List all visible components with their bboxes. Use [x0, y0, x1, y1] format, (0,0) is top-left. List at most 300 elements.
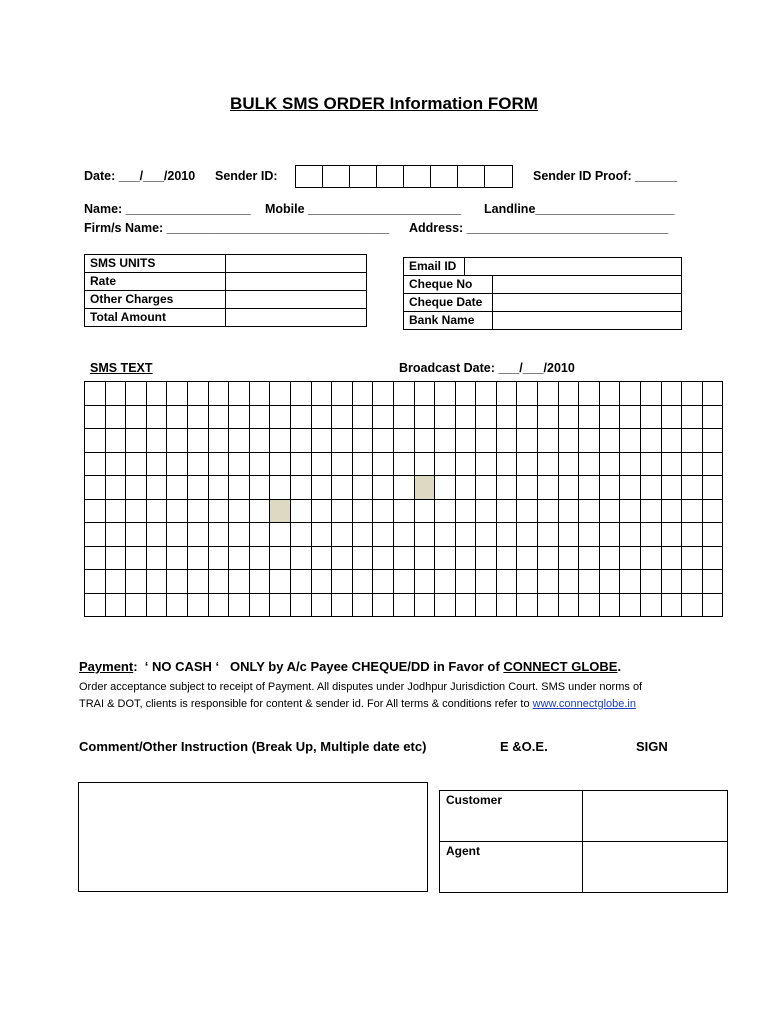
sms-grid-cell[interactable] — [270, 593, 291, 617]
sms-grid-cell[interactable] — [352, 546, 373, 570]
sms-grid-cell[interactable] — [558, 593, 579, 617]
sms-grid-cell[interactable] — [85, 429, 106, 453]
sms-grid-cell[interactable] — [682, 452, 703, 476]
sms-grid-cell[interactable] — [599, 476, 620, 500]
sms-grid-cell[interactable] — [558, 499, 579, 523]
sms-grid-cell[interactable] — [476, 405, 497, 429]
sms-grid-cell[interactable] — [229, 593, 250, 617]
sms-grid-cell[interactable] — [496, 570, 517, 594]
sms-grid-cell[interactable] — [682, 405, 703, 429]
sms-grid-cell[interactable] — [270, 405, 291, 429]
sms-grid-cell[interactable] — [332, 452, 353, 476]
sms-grid-cell[interactable] — [455, 593, 476, 617]
sms-grid-cell[interactable] — [311, 452, 332, 476]
sms-grid-cell[interactable] — [229, 476, 250, 500]
sms-grid-cell[interactable] — [187, 570, 208, 594]
sms-grid-cell[interactable] — [311, 382, 332, 406]
sms-grid-cell[interactable] — [435, 382, 456, 406]
sms-grid-cell[interactable] — [126, 546, 147, 570]
sms-grid-cell[interactable] — [270, 523, 291, 547]
sms-grid-cell[interactable] — [311, 593, 332, 617]
sms-grid-cell[interactable] — [393, 382, 414, 406]
sms-grid-cell[interactable] — [126, 382, 147, 406]
charges-value[interactable] — [226, 273, 367, 291]
sms-grid-cell[interactable] — [579, 452, 600, 476]
sms-grid-cell[interactable] — [249, 570, 270, 594]
sms-grid-cell[interactable] — [270, 452, 291, 476]
sms-grid-cell[interactable] — [290, 429, 311, 453]
sms-grid-cell[interactable] — [599, 546, 620, 570]
sms-grid-cell[interactable] — [208, 476, 229, 500]
sms-grid-cell[interactable] — [208, 523, 229, 547]
sms-grid-cell[interactable] — [414, 499, 435, 523]
sms-grid-cell[interactable] — [620, 452, 641, 476]
sms-grid-cell[interactable] — [579, 523, 600, 547]
sender-id-box[interactable] — [350, 166, 377, 187]
sms-grid-cell[interactable] — [249, 452, 270, 476]
sender-id-box[interactable] — [485, 166, 512, 187]
sms-grid-cell[interactable] — [85, 593, 106, 617]
sender-id-box[interactable] — [458, 166, 485, 187]
sms-grid-cell[interactable] — [187, 382, 208, 406]
sms-grid-cell[interactable] — [476, 476, 497, 500]
sms-grid-cell[interactable] — [105, 523, 126, 547]
charges-value[interactable] — [226, 309, 367, 327]
sms-grid-cell[interactable] — [579, 405, 600, 429]
sms-grid-cell[interactable] — [599, 452, 620, 476]
sms-grid-cell[interactable] — [641, 499, 662, 523]
sms-grid-cell[interactable] — [579, 499, 600, 523]
sms-grid-cell[interactable] — [105, 546, 126, 570]
sms-grid-cell[interactable] — [126, 523, 147, 547]
sms-grid-cell[interactable] — [414, 405, 435, 429]
sms-grid-cell[interactable] — [496, 499, 517, 523]
sms-grid-cell[interactable] — [373, 593, 394, 617]
sms-grid-cell[interactable] — [620, 382, 641, 406]
sms-grid-cell[interactable] — [517, 570, 538, 594]
sms-grid-cell[interactable] — [229, 523, 250, 547]
sms-grid-cell[interactable] — [393, 593, 414, 617]
sms-grid-cell[interactable] — [187, 405, 208, 429]
sms-grid-cell[interactable] — [270, 546, 291, 570]
sms-grid-cell[interactable] — [373, 405, 394, 429]
sms-grid-cell[interactable] — [352, 570, 373, 594]
sms-grid-cell[interactable] — [455, 523, 476, 547]
website-link[interactable]: www.connectglobe.in — [532, 698, 636, 710]
sms-grid-cell[interactable] — [661, 382, 682, 406]
sms-grid-cell[interactable] — [414, 429, 435, 453]
sms-grid-cell[interactable] — [476, 523, 497, 547]
sms-grid-cell[interactable] — [599, 593, 620, 617]
sms-grid-cell[interactable] — [373, 476, 394, 500]
sender-id-box[interactable] — [323, 166, 350, 187]
sms-grid-cell[interactable] — [270, 476, 291, 500]
sms-grid-cell[interactable] — [167, 570, 188, 594]
sms-grid-cell[interactable] — [620, 476, 641, 500]
sms-grid-cell[interactable] — [496, 382, 517, 406]
sms-grid-cell[interactable] — [126, 452, 147, 476]
sms-grid-cell[interactable] — [538, 452, 559, 476]
sms-grid-cell[interactable] — [620, 546, 641, 570]
sms-grid-cell[interactable] — [393, 499, 414, 523]
sms-grid-cell[interactable] — [290, 405, 311, 429]
sms-grid-cell[interactable] — [167, 523, 188, 547]
sms-grid-cell[interactable] — [496, 429, 517, 453]
sms-grid-cell[interactable] — [249, 429, 270, 453]
sms-grid-cell[interactable] — [393, 523, 414, 547]
sms-grid-cell[interactable] — [208, 452, 229, 476]
sms-grid-cell[interactable] — [187, 452, 208, 476]
sms-grid-cell[interactable] — [682, 546, 703, 570]
sms-grid-cell[interactable] — [167, 452, 188, 476]
sms-grid-cell[interactable] — [476, 429, 497, 453]
sms-grid-cell[interactable] — [373, 523, 394, 547]
sms-grid-cell[interactable] — [249, 382, 270, 406]
sms-grid-cell[interactable] — [85, 499, 106, 523]
sms-grid-cell[interactable] — [538, 570, 559, 594]
sms-grid-cell[interactable] — [126, 499, 147, 523]
payment-detail-value[interactable] — [493, 276, 682, 294]
sms-grid-cell[interactable] — [702, 429, 723, 453]
sms-grid-cell[interactable] — [105, 476, 126, 500]
sms-grid-cell[interactable] — [496, 476, 517, 500]
sms-grid-cell[interactable] — [332, 499, 353, 523]
sms-grid-cell[interactable] — [167, 382, 188, 406]
sms-grid-cell[interactable] — [702, 593, 723, 617]
sender-id-box[interactable] — [404, 166, 431, 187]
sms-grid-cell[interactable] — [126, 405, 147, 429]
sms-grid-cell[interactable] — [146, 499, 167, 523]
sms-grid-cell[interactable] — [579, 429, 600, 453]
sms-grid-cell[interactable] — [414, 476, 435, 500]
sms-grid-cell[interactable] — [311, 476, 332, 500]
sms-grid-cell[interactable] — [476, 452, 497, 476]
sms-grid-cell[interactable] — [682, 570, 703, 594]
sms-grid-cell[interactable] — [455, 570, 476, 594]
sms-grid-cell[interactable] — [702, 452, 723, 476]
sms-grid-cell[interactable] — [249, 476, 270, 500]
sms-grid-cell[interactable] — [290, 382, 311, 406]
sms-grid-cell[interactable] — [558, 546, 579, 570]
sms-grid-cell[interactable] — [167, 405, 188, 429]
sms-grid-cell[interactable] — [455, 476, 476, 500]
sender-id-box[interactable] — [377, 166, 404, 187]
sms-grid-cell[interactable] — [85, 405, 106, 429]
sms-grid-cell[interactable] — [435, 476, 456, 500]
sms-grid-cell[interactable] — [352, 593, 373, 617]
sms-grid-cell[interactable] — [146, 570, 167, 594]
sms-grid-cell[interactable] — [208, 382, 229, 406]
sms-grid-cell[interactable] — [352, 452, 373, 476]
sms-grid-cell[interactable] — [332, 382, 353, 406]
sms-grid-cell[interactable] — [249, 523, 270, 547]
sms-grid-cell[interactable] — [167, 499, 188, 523]
sms-grid-cell[interactable] — [414, 570, 435, 594]
sms-grid-cell[interactable] — [435, 405, 456, 429]
sms-grid-cell[interactable] — [496, 405, 517, 429]
sms-grid-cell[interactable] — [476, 499, 497, 523]
sms-grid-cell[interactable] — [229, 429, 250, 453]
sms-grid-cell[interactable] — [105, 452, 126, 476]
sms-grid-cell[interactable] — [496, 523, 517, 547]
sms-grid-cell[interactable] — [167, 546, 188, 570]
sms-grid-cell[interactable] — [538, 523, 559, 547]
sms-grid-cell[interactable] — [702, 546, 723, 570]
sms-grid-cell[interactable] — [682, 499, 703, 523]
sms-grid-cell[interactable] — [290, 593, 311, 617]
sms-grid-cell[interactable] — [105, 499, 126, 523]
sms-grid-cell[interactable] — [558, 523, 579, 547]
sms-grid-cell[interactable] — [352, 476, 373, 500]
sms-grid-cell[interactable] — [146, 523, 167, 547]
sms-grid-cell[interactable] — [558, 570, 579, 594]
sms-grid-cell[interactable] — [332, 429, 353, 453]
sms-grid-cell[interactable] — [270, 499, 291, 523]
sms-grid-cell[interactable] — [393, 452, 414, 476]
sms-grid-cell[interactable] — [702, 405, 723, 429]
sms-grid-cell[interactable] — [146, 452, 167, 476]
sms-grid-cell[interactable] — [187, 429, 208, 453]
sms-grid-cell[interactable] — [702, 523, 723, 547]
sms-grid-cell[interactable] — [538, 405, 559, 429]
sms-grid-cell[interactable] — [476, 570, 497, 594]
sms-grid-cell[interactable] — [599, 570, 620, 594]
sms-grid-cell[interactable] — [620, 429, 641, 453]
sms-grid-cell[interactable] — [208, 429, 229, 453]
sms-grid-cell[interactable] — [435, 570, 456, 594]
sms-grid-cell[interactable] — [558, 382, 579, 406]
sms-grid-cell[interactable] — [229, 452, 250, 476]
sms-grid-cell[interactable] — [682, 476, 703, 500]
firm-name-field[interactable]: Firm/s Name: ________________________________ — [84, 221, 390, 235]
sms-grid-cell[interactable] — [517, 429, 538, 453]
sms-grid-cell[interactable] — [187, 546, 208, 570]
sms-grid-cell[interactable] — [270, 382, 291, 406]
sms-grid-cell[interactable] — [538, 429, 559, 453]
sms-grid-cell[interactable] — [579, 382, 600, 406]
sms-grid-cell[interactable] — [167, 593, 188, 617]
sms-grid-cell[interactable] — [661, 429, 682, 453]
sms-grid-cell[interactable] — [682, 523, 703, 547]
sms-grid-cell[interactable] — [208, 546, 229, 570]
sms-grid-cell[interactable] — [538, 546, 559, 570]
sms-grid-cell[interactable] — [579, 593, 600, 617]
sms-grid-cell[interactable] — [599, 499, 620, 523]
sms-grid-cell[interactable] — [476, 546, 497, 570]
landline-field[interactable]: Landline____________________ — [484, 202, 675, 216]
sms-grid-cell[interactable] — [373, 429, 394, 453]
sms-grid-cell[interactable] — [352, 429, 373, 453]
sms-grid-cell[interactable] — [270, 570, 291, 594]
sms-grid-cell[interactable] — [332, 405, 353, 429]
sms-grid-cell[interactable] — [476, 593, 497, 617]
sms-grid-cell[interactable] — [538, 476, 559, 500]
charges-value[interactable] — [226, 291, 367, 309]
sms-grid-cell[interactable] — [249, 593, 270, 617]
sms-grid-cell[interactable] — [517, 523, 538, 547]
sms-grid-cell[interactable] — [702, 570, 723, 594]
sms-grid-cell[interactable] — [167, 476, 188, 500]
sms-grid-cell[interactable] — [208, 499, 229, 523]
sms-grid-cell[interactable] — [393, 476, 414, 500]
sms-grid-cell[interactable] — [455, 499, 476, 523]
sms-grid-cell[interactable] — [702, 382, 723, 406]
sms-grid-cell[interactable] — [414, 382, 435, 406]
sms-grid-cell[interactable] — [517, 593, 538, 617]
sms-grid-cell[interactable] — [352, 382, 373, 406]
sms-grid-cell[interactable] — [146, 405, 167, 429]
sms-grid-cell[interactable] — [373, 546, 394, 570]
sms-grid-cell[interactable] — [702, 476, 723, 500]
sms-grid-cell[interactable] — [455, 405, 476, 429]
sms-grid-cell[interactable] — [702, 499, 723, 523]
sms-grid-cell[interactable] — [208, 593, 229, 617]
sms-text-grid[interactable] — [84, 381, 723, 617]
sms-grid-cell[interactable] — [476, 382, 497, 406]
sms-grid-cell[interactable] — [620, 405, 641, 429]
sms-grid-cell[interactable] — [290, 452, 311, 476]
sms-grid-cell[interactable] — [393, 405, 414, 429]
sms-grid-cell[interactable] — [126, 429, 147, 453]
sender-id-proof-field[interactable]: Sender ID Proof: ______ — [533, 169, 677, 183]
sms-grid-cell[interactable] — [455, 429, 476, 453]
sms-grid-cell[interactable] — [661, 546, 682, 570]
sms-grid-cell[interactable] — [599, 429, 620, 453]
sms-grid-cell[interactable] — [311, 570, 332, 594]
sms-grid-cell[interactable] — [85, 452, 106, 476]
sms-grid-cell[interactable] — [229, 382, 250, 406]
name-field[interactable]: Name: __________________ — [84, 202, 251, 216]
sender-id-box[interactable] — [431, 166, 458, 187]
sms-grid-cell[interactable] — [414, 593, 435, 617]
sms-grid-cell[interactable] — [620, 570, 641, 594]
sms-grid-cell[interactable] — [435, 429, 456, 453]
sms-grid-cell[interactable] — [249, 546, 270, 570]
sms-grid-cell[interactable] — [682, 429, 703, 453]
sms-grid-cell[interactable] — [311, 546, 332, 570]
sms-grid-cell[interactable] — [105, 405, 126, 429]
sms-grid-cell[interactable] — [579, 546, 600, 570]
sms-grid-cell[interactable] — [187, 593, 208, 617]
date-field[interactable]: Date: ___/___/2010 — [84, 169, 196, 183]
sms-grid-cell[interactable] — [517, 382, 538, 406]
sms-grid-cell[interactable] — [435, 523, 456, 547]
sms-grid-cell[interactable] — [558, 452, 579, 476]
sms-grid-cell[interactable] — [85, 476, 106, 500]
sms-grid-cell[interactable] — [435, 499, 456, 523]
sms-grid-cell[interactable] — [661, 476, 682, 500]
sms-grid-cell[interactable] — [455, 382, 476, 406]
sms-grid-cell[interactable] — [641, 476, 662, 500]
charges-value[interactable] — [226, 255, 367, 273]
sms-grid-cell[interactable] — [105, 382, 126, 406]
sms-grid-cell[interactable] — [661, 570, 682, 594]
sms-grid-cell[interactable] — [311, 523, 332, 547]
sms-grid-cell[interactable] — [187, 476, 208, 500]
sms-grid-cell[interactable] — [558, 429, 579, 453]
sms-grid-cell[interactable] — [599, 523, 620, 547]
sms-grid-cell[interactable] — [435, 452, 456, 476]
sms-grid-cell[interactable] — [538, 499, 559, 523]
broadcast-date-field[interactable]: Broadcast Date: ___/___/2010 — [399, 361, 575, 375]
sms-grid-cell[interactable] — [373, 570, 394, 594]
sms-grid-cell[interactable] — [352, 499, 373, 523]
sms-grid-cell[interactable] — [641, 452, 662, 476]
sms-grid-cell[interactable] — [126, 593, 147, 617]
sms-grid-cell[interactable] — [311, 429, 332, 453]
sms-grid-cell[interactable] — [641, 546, 662, 570]
sms-grid-cell[interactable] — [682, 382, 703, 406]
sms-grid-cell[interactable] — [311, 405, 332, 429]
signature-field[interactable] — [583, 842, 728, 893]
sms-grid-cell[interactable] — [187, 499, 208, 523]
sms-grid-cell[interactable] — [435, 593, 456, 617]
mobile-field[interactable]: Mobile ______________________ — [265, 202, 461, 216]
sms-grid-cell[interactable] — [496, 593, 517, 617]
sms-grid-cell[interactable] — [661, 452, 682, 476]
sms-grid-cell[interactable] — [661, 405, 682, 429]
sms-grid-cell[interactable] — [85, 546, 106, 570]
sms-grid-cell[interactable] — [270, 429, 291, 453]
sms-grid-cell[interactable] — [641, 570, 662, 594]
sms-grid-cell[interactable] — [126, 476, 147, 500]
sms-grid-cell[interactable] — [517, 452, 538, 476]
sender-id-box[interactable] — [296, 166, 323, 187]
sms-grid-cell[interactable] — [167, 429, 188, 453]
sms-grid-cell[interactable] — [517, 499, 538, 523]
sms-grid-cell[interactable] — [187, 523, 208, 547]
sms-grid-cell[interactable] — [290, 523, 311, 547]
signature-field[interactable] — [583, 791, 728, 842]
sms-grid-cell[interactable] — [290, 476, 311, 500]
sms-grid-cell[interactable] — [146, 546, 167, 570]
sms-grid-cell[interactable] — [105, 593, 126, 617]
sms-grid-cell[interactable] — [85, 523, 106, 547]
sms-grid-cell[interactable] — [641, 523, 662, 547]
payment-detail-value[interactable] — [493, 312, 682, 330]
sms-grid-cell[interactable] — [620, 523, 641, 547]
sms-grid-cell[interactable] — [599, 405, 620, 429]
sms-grid-cell[interactable] — [229, 499, 250, 523]
sms-grid-cell[interactable] — [126, 570, 147, 594]
sms-grid-cell[interactable] — [538, 382, 559, 406]
sms-grid-cell[interactable] — [661, 593, 682, 617]
sms-grid-cell[interactable] — [414, 523, 435, 547]
sms-grid-cell[interactable] — [146, 593, 167, 617]
sms-grid-cell[interactable] — [496, 546, 517, 570]
sms-grid-cell[interactable] — [620, 593, 641, 617]
sms-grid-cell[interactable] — [641, 429, 662, 453]
sms-grid-cell[interactable] — [208, 570, 229, 594]
sms-grid-cell[interactable] — [373, 499, 394, 523]
sms-grid-cell[interactable] — [641, 382, 662, 406]
sms-grid-cell[interactable] — [352, 405, 373, 429]
sms-grid-cell[interactable] — [311, 499, 332, 523]
sms-grid-cell[interactable] — [146, 382, 167, 406]
sms-grid-cell[interactable] — [435, 546, 456, 570]
sms-grid-cell[interactable] — [332, 476, 353, 500]
sms-grid-cell[interactable] — [641, 405, 662, 429]
sms-grid-cell[interactable] — [455, 452, 476, 476]
sms-grid-cell[interactable] — [455, 546, 476, 570]
address-field[interactable]: Address: _____________________________ — [409, 221, 669, 235]
sms-grid-cell[interactable] — [146, 429, 167, 453]
sms-grid-cell[interactable] — [517, 476, 538, 500]
sms-grid-cell[interactable] — [229, 405, 250, 429]
sms-grid-cell[interactable] — [290, 499, 311, 523]
sms-grid-cell[interactable] — [373, 452, 394, 476]
sms-grid-cell[interactable] — [105, 570, 126, 594]
